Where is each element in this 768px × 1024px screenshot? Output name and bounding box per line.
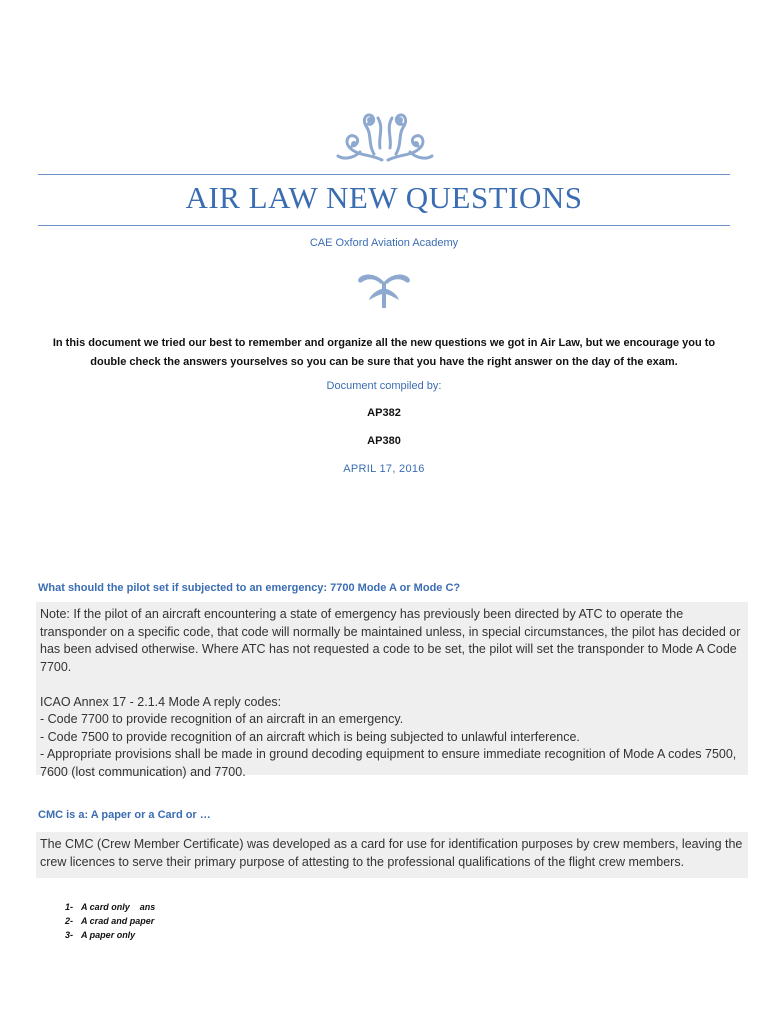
top-divider [38,174,730,175]
question-heading: What should the pilot set if subjected to an emergency: 7700 Mode A or Mode C? [38,582,461,594]
author-name: AP382 [367,407,401,419]
author-name: AP380 [367,435,401,447]
document-title: AIR LAW NEW QUESTIONS [185,180,583,215]
floral-ornament-icon [330,104,440,166]
option-number: 2- [65,916,74,926]
intro-paragraph: In this document we tried our best to remember and organize all the new questions we got in Air Law, but we encourage you to double check the answers yourselves so you can be sure that you have the right answer on the day of the exam. [52,337,716,368]
option-number: 3- [65,930,74,940]
question-heading: CMC is a: A paper or a Card or … [38,809,211,821]
answer-options-list [55,886,156,940]
compiled-by-label: Document compiled by: [326,380,442,392]
document-date: APRIL 17, 2016 [343,463,425,475]
answer-box: Note: If the pilot of an aircraft encountering a state of emergency has previously been directed by ATC to operate the transponder on a specific code, that code will normally be maintained unless, in special circumstances, the pilot has decided or has been advised otherwise. Where ATC has not requested a code to be set, the pilot will set the transponder to Mode A Code 7700. ICAO Annex 17 - 2.1.4 Mode A reply codes: - Code 7700 to provide recognition of an aircraft in an emergency. - Code 7500 to provide recognition of an aircraft which is being subjected to unlawful interference. - Appropriate provisions shall be made in ground decoding equipment to ensure immediate recognition of Mode A codes 7500, 7600 (lost communication) and 7700. [36,602,748,775]
option-text: A paper only [81,930,136,940]
document-subtitle: CAE Oxford Aviation Academy [309,237,459,249]
answer-option [55,886,156,912]
option-text: A crad and paper [81,916,155,926]
answer-box: The CMC (Crew Member Certificate) was developed as a card for use for identification purposes by crew members, leaving the crew licences to serve their primary purpose of attesting to the professional qualifications of the flight crew members. [36,832,748,878]
fleur-ornament-icon [355,268,413,310]
title-divider [38,225,730,226]
option-text: A card only ans [81,902,156,912]
option-number: 1- [65,902,74,912]
